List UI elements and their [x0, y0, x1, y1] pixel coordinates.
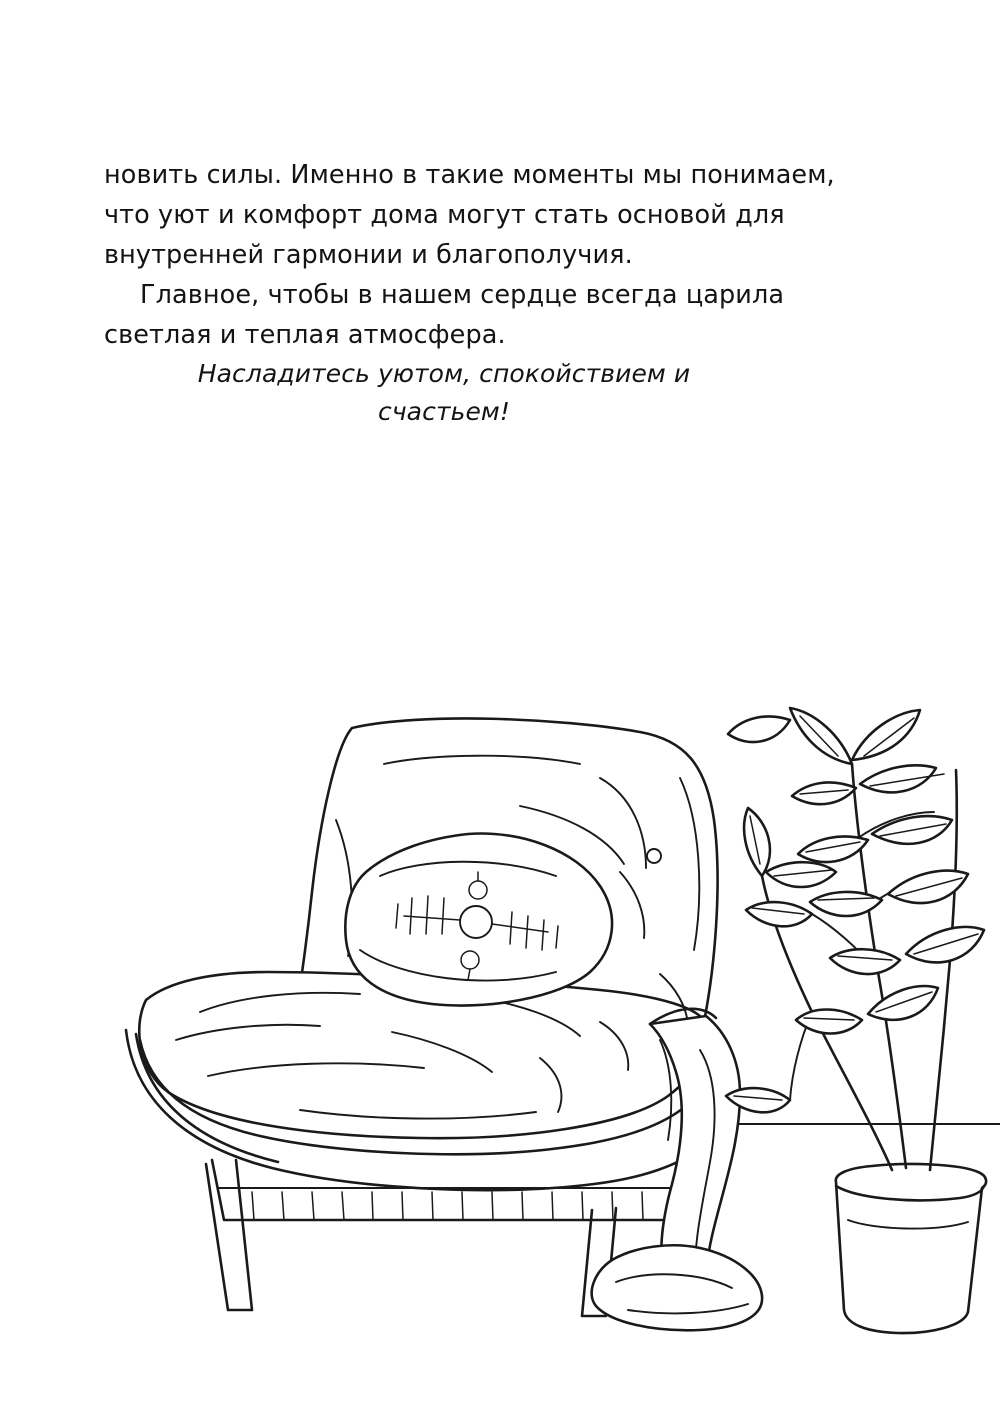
text-block [104, 155, 864, 431]
closing-line: Насладитесь уютом, спокойствием и счастьем! [197, 359, 691, 426]
sofa [126, 718, 734, 1316]
cushion [345, 833, 612, 1005]
sofa-leg-left [206, 1160, 252, 1310]
sofa-slats [252, 1192, 643, 1220]
illustration [0, 520, 1000, 1350]
potted-plant [726, 708, 986, 1333]
paragraph-1: новить силы. Именно в такие моменты мы понимаем, что уют и комфорт дома могут стать основой для внутренней гармонии и благополучия. [104, 160, 835, 270]
paragraph-2: Главное, чтобы в нашем сердце всегда царила светлая и теплая атмосфера. [104, 280, 785, 350]
